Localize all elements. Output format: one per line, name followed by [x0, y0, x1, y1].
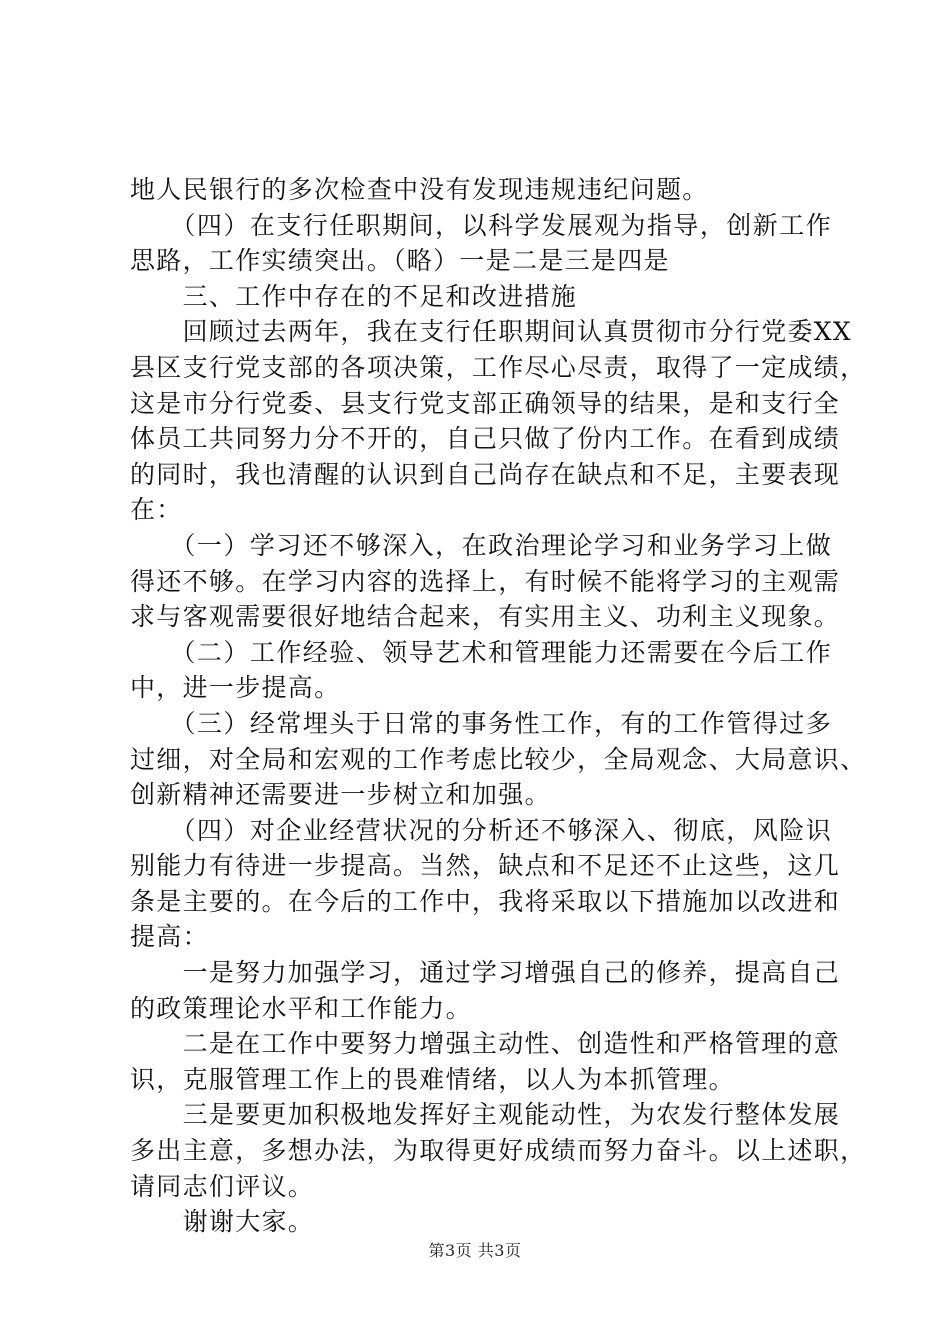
text-line-20: 别能力有待进一步提高。当然，缺点和不足还不止这些，这几 [130, 851, 841, 881]
text-line-23: 一是努力加强学习，通过学习增强自己的修养，提高自己 [130, 958, 841, 988]
text-line-28: 多出主意，多想办法，为取得更好成绩而努力奋斗。以上述职， [130, 1136, 867, 1166]
text-line-27: 三是要更加积极地发挥好主观能动性，为农发行整体发展 [130, 1100, 841, 1130]
text-line-8: 体员工共同努力分不开的，自己只做了份内工作。在看到成绩 [130, 424, 841, 454]
text-line-6: 县区支行党支部的各项决策，工作尽心尽责，取得了一定成绩， [130, 352, 867, 382]
text-line-18: 创新精神还需要进一步树立和加强。 [130, 780, 551, 810]
closing-line: 谢谢大家。 [130, 1207, 315, 1237]
text-line-25: 二是在工作中要努力增强主动性、创造性和严格管理的意 [130, 1029, 841, 1059]
text-line-13: 求与客观需要很好地结合起来，有实用主义、功利主义现象。 [130, 602, 841, 632]
text-line-16: （三）经常埋头于日常的事务性工作，有的工作管得过多 [130, 708, 832, 738]
text-line-11: （一）学习还不够深入，在政治理论学习和业务学习上做 [130, 530, 832, 560]
text-line-15: 中，进一步提高。 [130, 673, 341, 703]
text-line-2: （四）在支行任职期间，以科学发展观为指导，创新工作 [130, 210, 832, 240]
page-number-label: 第3页 共3页 [428, 1241, 522, 1260]
text-line-1: 地人民银行的多次检查中没有发现违规违纪问题。 [130, 175, 709, 204]
text-line-3: 思路，工作实绩突出。（略）一是二是三是四是 [130, 246, 670, 276]
text-line-19: （四）对企业经营状况的分析还不够深入、彻底，风险识 [130, 815, 832, 845]
text-line-5: 回顾过去两年，我在支行任职期间认真贯彻市分行党委XX [130, 317, 852, 347]
text-line-24: 的政策理论水平和工作能力。 [130, 993, 472, 1023]
text-line-22: 提高： [130, 922, 209, 952]
text-line-21: 条是主要的。在今后的工作中，我将采取以下措施加以改进和 [130, 886, 841, 916]
text-line-17: 过细，对全局和宏观的工作考虑比较少，全局观念、大局意识、 [130, 744, 867, 774]
body-text [130, 172, 867, 1240]
text-line-14: （二）工作经验、领导艺术和管理能力还需要在今后工作 [130, 637, 832, 667]
text-line-9: 的同时，我也清醒的认识到自己尚存在缺点和不足，主要表现 [130, 459, 841, 489]
section-heading: 三、工作中存在的不足和改进措施 [130, 281, 578, 311]
text-line-7: 这是市分行党委、县支行党支部正确领导的结果，是和支行全 [130, 388, 841, 418]
text-line-10: 在： [130, 495, 183, 525]
text-line-29: 请同志们评议。 [130, 1171, 315, 1201]
text-line-26: 识，克服管理工作上的畏难情绪，以人为本抓管理。 [130, 1064, 735, 1094]
page-footer [0, 1241, 950, 1261]
text-line-12: 得还不够。在学习内容的选择上，有时候不能将学习的主观需 [130, 566, 841, 596]
